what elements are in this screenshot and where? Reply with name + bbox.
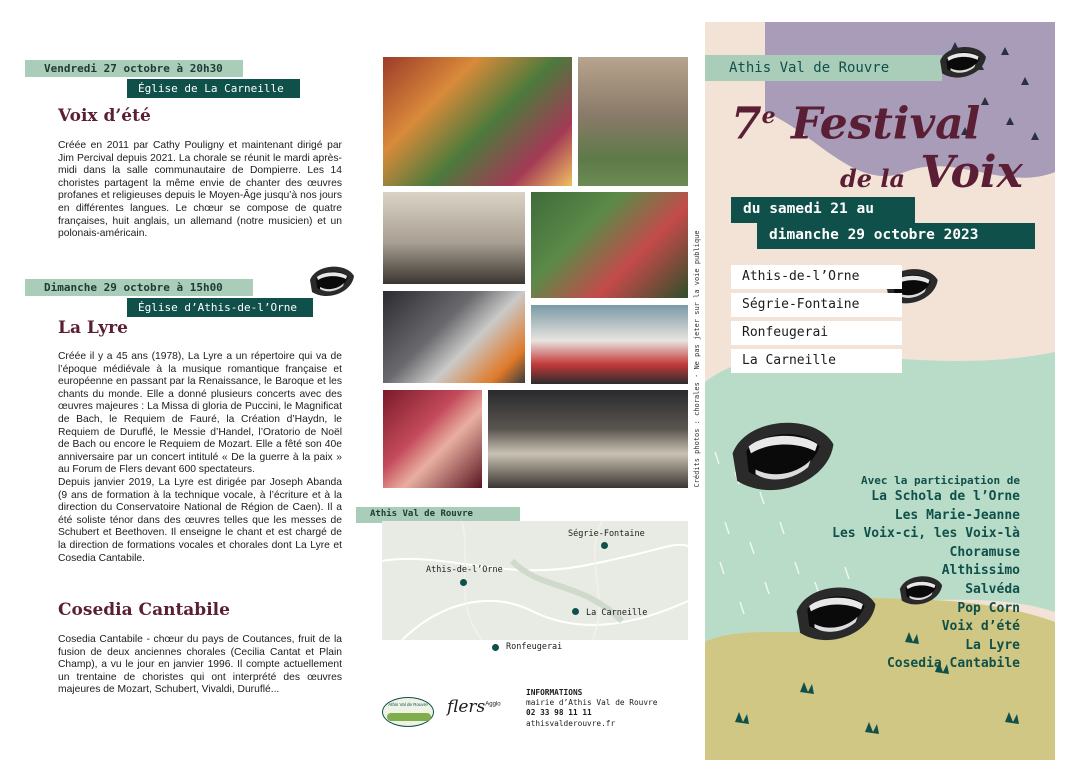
participant-choir: Les Marie-Jeanne <box>894 507 1020 523</box>
choir-description-la-lyre <box>58 351 342 565</box>
info-heading: INFORMATIONS <box>526 688 583 697</box>
map-marker-athis-de-l-orne[interactable] <box>460 579 467 586</box>
event-date-2: Dimanche 29 octobre à 15h00 <box>25 279 253 296</box>
voix-word: Voix <box>920 147 1023 198</box>
participants-list <box>832 473 1020 674</box>
photo-guitar-trio <box>383 291 525 383</box>
paragraph: Depuis janvier 2019, La Lyre est dirigée par Joseph Abanda (9 ans de formation à la technique vocale, à l’écriture et à la direction du Conservatoire National de Région de Caen). Il a été soliste ténor dans des œuvres telles que les messes de Schubert et Beethoven. Il enseigne le chant et est chargé de la direction de formations vocales et chorales dont La Lyre et Cosedia Cantabile. <box>58 476 342 564</box>
festival-dates-line1: du samedi 21 au <box>731 197 915 223</box>
village-la-carneille: La Carneille <box>731 349 902 373</box>
choir-title-voix-d-ete: Voix d’été <box>58 106 151 126</box>
photo-choir-costumes <box>383 57 572 186</box>
choir-description-voix-d-ete <box>58 140 342 241</box>
photo-trio-singers <box>383 390 482 488</box>
photo-choir-church-front <box>578 57 688 186</box>
flers-agglo-logo <box>447 697 501 727</box>
agglo-wordmark: Agglo <box>485 701 501 708</box>
participant-choir: Choramuse <box>949 544 1020 560</box>
participant-choir: Les Voix-ci, les Voix-là <box>832 526 1020 542</box>
choir-title-la-lyre: La Lyre <box>58 318 128 338</box>
choir-description-cosedia-cantabile <box>58 634 342 697</box>
edition-suffix: e <box>761 103 776 129</box>
map-header: Athis Val de Rouvre <box>356 507 520 523</box>
paragraph: Créée en 2011 par Cathy Pouligny et maintenant dirigé par Jim Percival depuis 2021. La chorale se réunit le mardi après-midi dans la salle communautaire de Dompierre. Les 14 choristes partagent la même envie de chanter des œuvres profanes et religieuses depuis le Moyen-Âge jusqu’à nos jours en différentes langues. Le chœur se compose de quatre françaises, huit anglais, un allemand (notre musicien) et un polonais-américain. <box>58 140 342 240</box>
flers-wordmark: flers <box>447 697 486 717</box>
participants-intro: Avec la participation de <box>861 474 1020 487</box>
map-label-ronfeugerai: Ronfeugerai <box>506 642 563 652</box>
map-marker-ronfeugerai[interactable] <box>492 644 499 651</box>
participant-choir: Voix d’été <box>941 619 1020 635</box>
info-phone[interactable]: 02 33 98 11 11 <box>526 708 592 718</box>
village-athis-de-l-orne: Athis-de-l’Orne <box>731 265 902 289</box>
participant-choir: La Lyre <box>965 637 1020 653</box>
photo-credits-text: Crédits photos : chorales · Ne pas jeter sur la voie publique <box>693 230 701 488</box>
festival-dates-line2: dimanche 29 octobre 2023 <box>757 223 1035 249</box>
event-venue-1: Église de La Carneille <box>127 79 300 98</box>
festival-title-line2 <box>840 148 1023 204</box>
paragraph: Créée il y a 45 ans (1978), La Lyre a un répertoire qui va de l’époque médiévale à la musique romantique française et européenne en passant par la Renaissance, le Baroque et les chants du monde. Elle a donné plusieurs concerts avec des œuvres majeures : La Missa di gloria de Puccini, le Magnificat de Bach, le Requiem de Fauré, la Création d’Haydn, le Requiem de Duruflé, le Messie d’Handel, l’Oratorio de Noël de Bach ou encore le Requiem de Mozart. Elle a fêté son 40e anniversaire par un concert intitulé « De la guerre à la paix » au Forum de Flers devant 600 spectateurs. <box>58 351 342 476</box>
map[interactable] <box>382 521 688 652</box>
edition-number: 7 <box>731 98 762 150</box>
open-mouth-illustration <box>308 262 356 302</box>
logo-text: Athis Val de Rouvre <box>388 702 428 707</box>
participant-choir: Cosedia Cantabile <box>886 656 1020 672</box>
festival-title-line1 <box>731 91 980 150</box>
athis-val-de-rouvre-logo <box>382 697 434 727</box>
photo-choir-outdoor <box>531 192 688 298</box>
map-marker-la-carneille[interactable] <box>572 608 579 615</box>
participant-choir: Pop Corn <box>957 600 1020 616</box>
paragraph: Cosedia Cantabile - chœur du pays de Coutances, fruit de la fusion de deux anciennes chorales (Cecilia Cantat et Plain Champ), a vu le jour en janvier 1996. Il compte actuellement un trentaine de choristes qui ont interprété des œuvres majeures de Mozart, Schubert, Vivaldi, Duruflé... <box>58 634 342 696</box>
map-label-la-carneille: La Carneille <box>586 608 648 618</box>
event-date-1: Vendredi 27 octobre à 20h30 <box>25 60 243 77</box>
participant-choir: Althissimo <box>941 563 1020 579</box>
map-label-segrie-fontaine: Ségrie-Fontaine <box>568 529 645 539</box>
participant-choir: Salvéda <box>965 581 1020 597</box>
photo-credits <box>690 228 704 490</box>
participant-choir: La Schola de l’Orne <box>871 489 1020 504</box>
de-la-word: de la <box>840 164 906 193</box>
info-line: mairie d’Athis Val de Rouvre <box>526 698 658 708</box>
event-venue-2: Église d’Athis-de-l’Orne <box>127 298 313 317</box>
festival-word: Festival <box>790 98 981 150</box>
map-label-athis-de-l-orne: Athis-de-l’Orne <box>426 565 503 575</box>
photo-concert-stage <box>488 390 688 488</box>
photo-choir-church-interior <box>383 192 525 284</box>
choir-title-cosedia-cantabile: Cosedia Cantabile <box>58 600 230 620</box>
open-mouth-illustration <box>938 40 988 86</box>
map-marker-segrie-fontaine[interactable] <box>601 542 608 549</box>
cover-town-header: Athis Val de Rouvre <box>705 55 942 81</box>
village-ronfeugerai: Ronfeugerai <box>731 321 902 345</box>
open-mouth-illustration <box>728 410 838 506</box>
photo-choir-red-scarves <box>531 305 688 384</box>
info-website[interactable]: athisvalderouvre.fr <box>526 718 616 728</box>
village-segrie-fontaine: Ségrie-Fontaine <box>731 293 902 317</box>
info-block <box>526 688 657 729</box>
